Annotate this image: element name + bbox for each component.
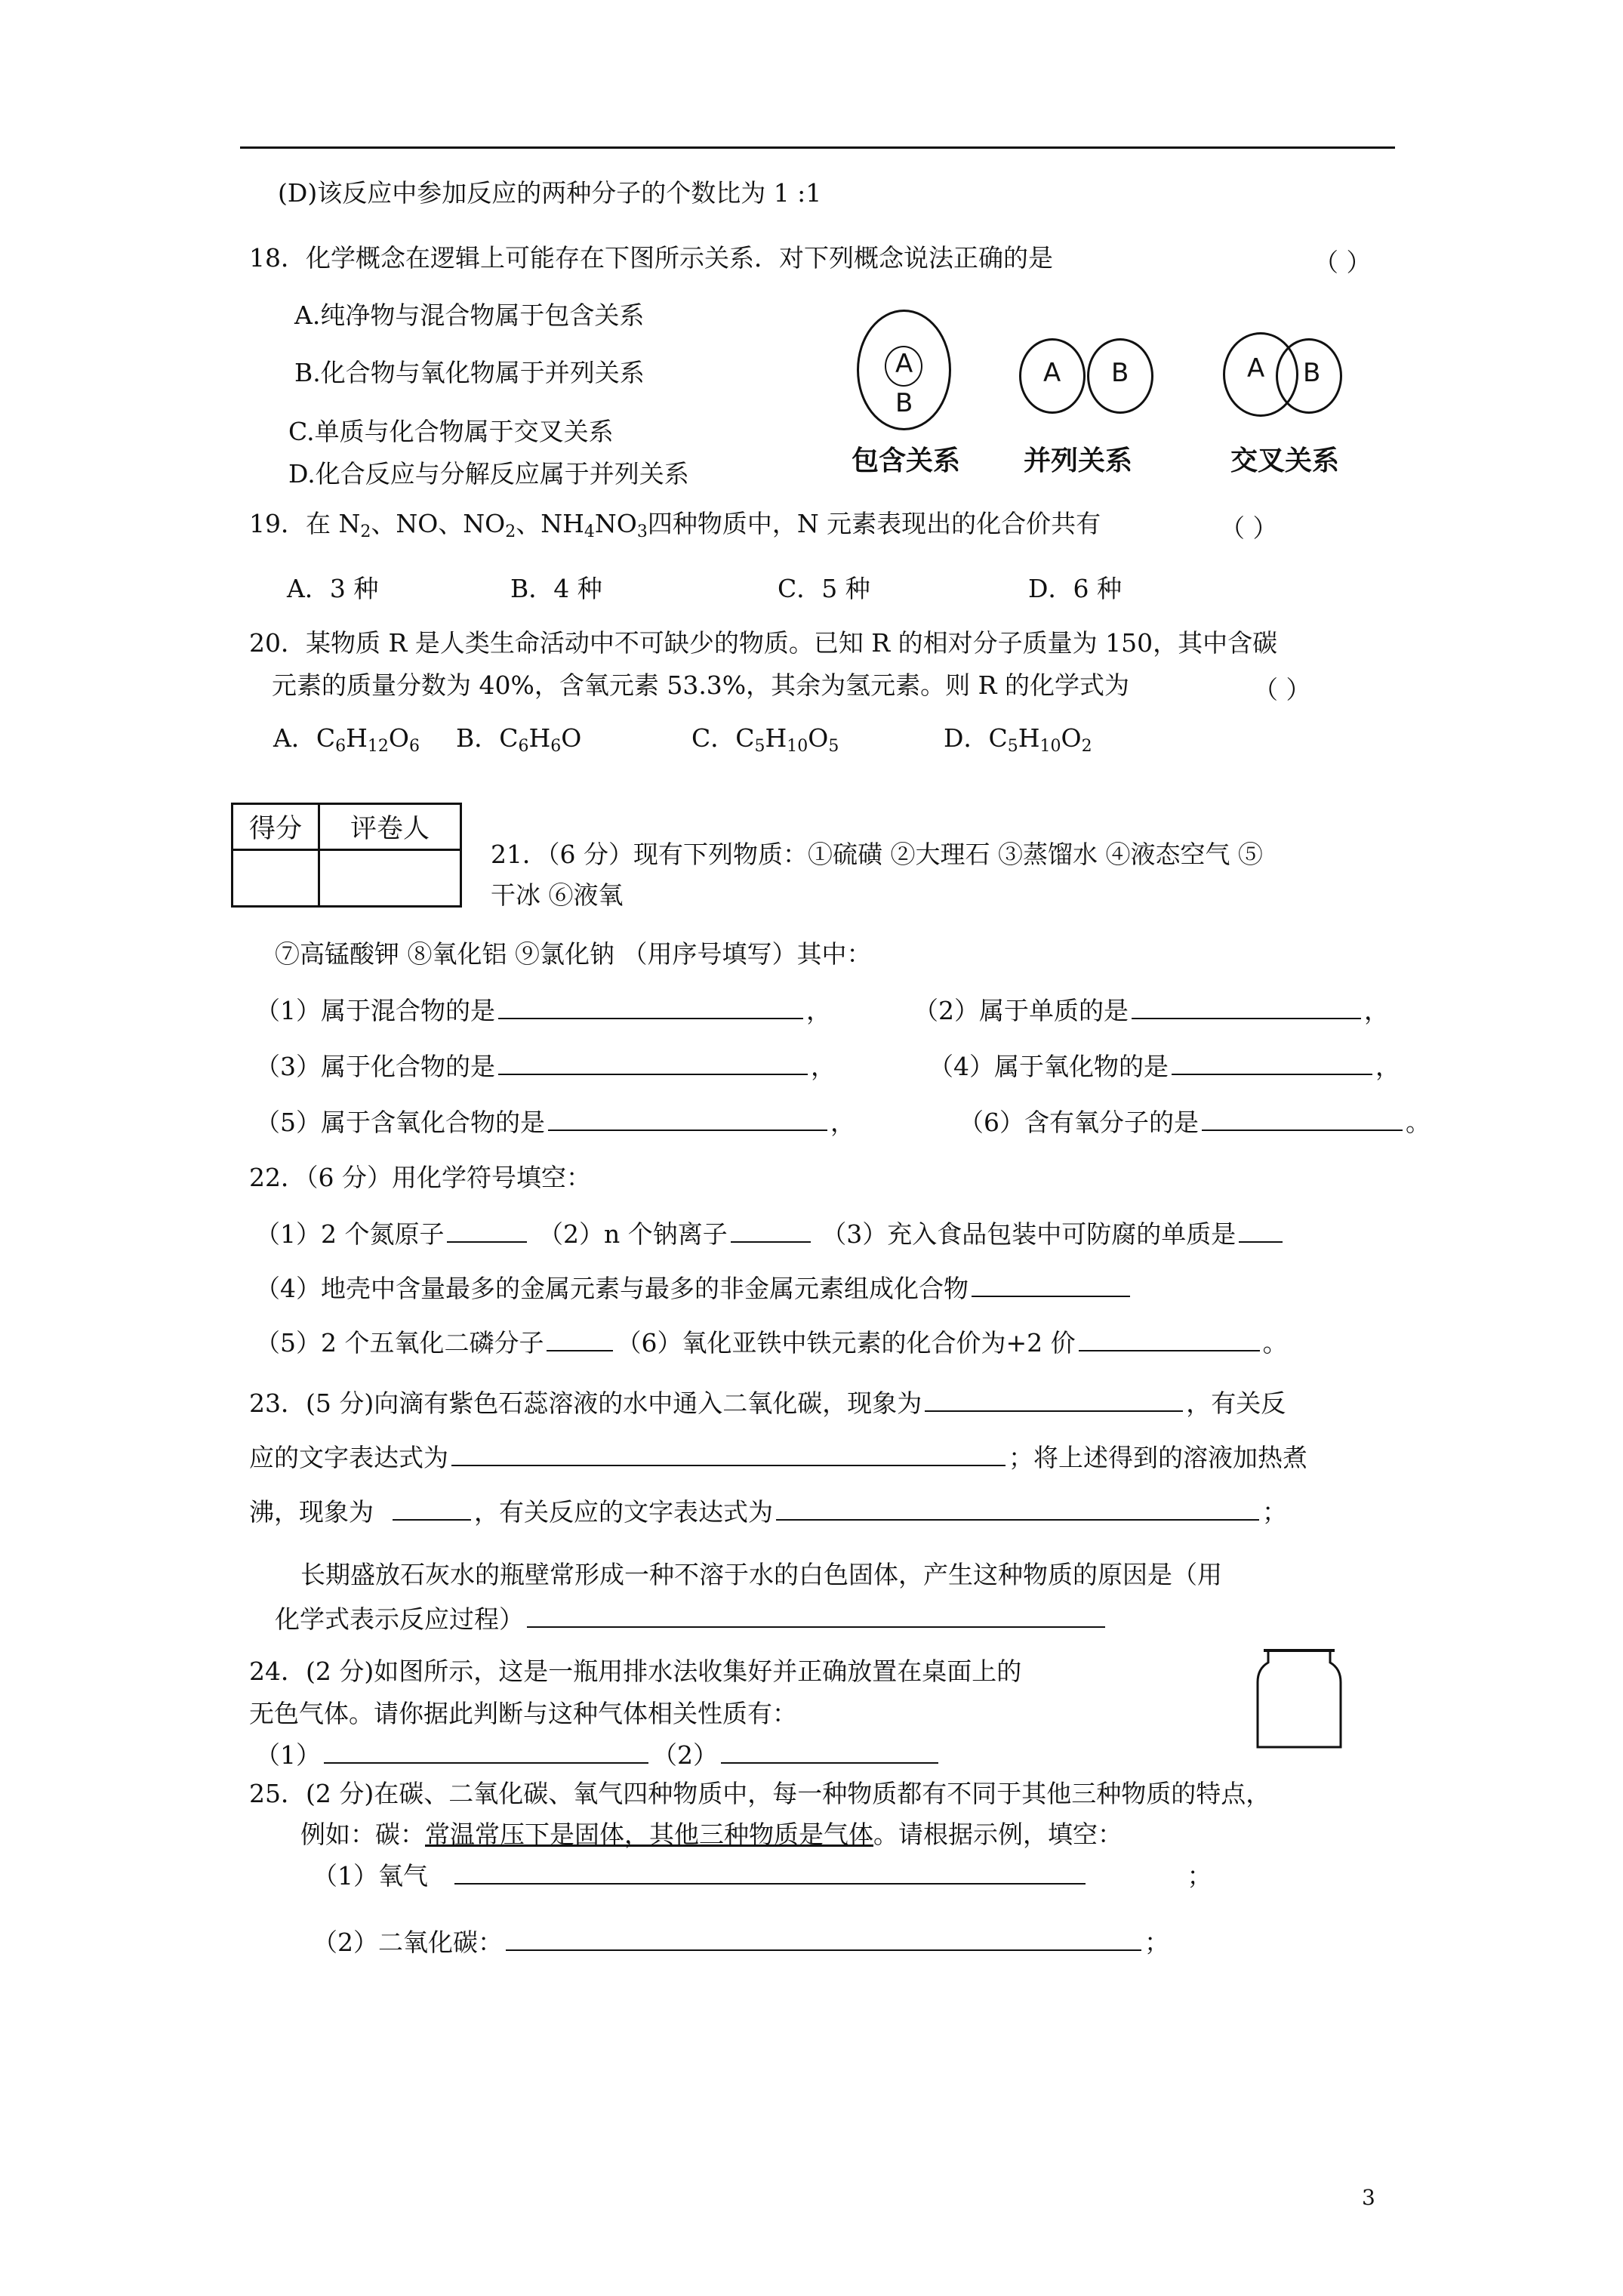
contain-label-a: A	[895, 349, 913, 379]
q22-blank-3[interactable]	[1239, 1219, 1283, 1243]
q22-line2: （4）地壳中含量最多的金属元素与最多的非金属元素组成化合物	[255, 1273, 1133, 1304]
reviewer-header: 评卷人	[319, 804, 461, 850]
score-cell[interactable]	[233, 850, 319, 907]
q25-part1: （1）氧气 ；	[313, 1861, 1212, 1891]
q19-answer-paren: （ ）	[1220, 513, 1278, 543]
q24-line2: 无色气体。请你据此判断与这种气体相关性质有：	[249, 1699, 797, 1728]
q22-blank-5[interactable]	[547, 1327, 613, 1351]
q19-stem: 19．在 $N_2$、NO、$NO_2$、$NH_4NO_3$四种物质中，N 元素表现出的化合价共有	[249, 509, 1101, 541]
q21-stem-line1: 21．（6 分）现有下列物质：①硫磺 ②大理石 ③蒸馏水 ④液态空气 ⑤	[491, 840, 1263, 869]
q22-line3: （5）2 个五氧化二磷分子 （6）氧化亚铁中铁元素的化合价为+2 价 。	[255, 1328, 1288, 1358]
q20-answer-paren: （ ）	[1253, 675, 1311, 704]
q21-blank-4[interactable]	[1172, 1051, 1372, 1075]
cross-label-b: B	[1303, 358, 1321, 388]
q18-option-c: C.单质与化合物属于交叉关系	[288, 417, 614, 446]
parallel-caption: 并列关系	[1024, 445, 1133, 476]
q24-blank-1[interactable]	[324, 1740, 648, 1764]
cross-caption: 交叉关系	[1230, 445, 1340, 476]
gas-bottle-icon	[1253, 1646, 1345, 1752]
q23-line2: 应的文字表达式为 ；将上述得到的溶液加热煮	[249, 1443, 1307, 1472]
cross-label-a: A	[1247, 353, 1265, 384]
q25-part2: （2）二氧化碳： ；	[313, 1928, 1169, 1957]
q23-blank-1[interactable]	[925, 1388, 1183, 1412]
q22-blank-2[interactable]	[731, 1219, 811, 1243]
q20-stem-line1: 20．某物质 R 是人类生命活动中不可缺少的物质。已知 R 的相对分子质量为 150，其中含碳	[249, 628, 1278, 658]
q22-blank-4[interactable]	[972, 1273, 1130, 1297]
q20-option-b: B．$C_6H_6O$	[456, 723, 582, 756]
q21-blank-5[interactable]	[548, 1107, 827, 1131]
q25-example-answer: 常温常压下是固体，其他三种物质是气体	[425, 1820, 873, 1849]
q21-blank-2[interactable]	[1132, 995, 1361, 1019]
q23-blank-5[interactable]	[527, 1604, 1105, 1628]
q19-option-b: B．4 种	[510, 574, 602, 603]
q24-part1: （1）	[255, 1740, 651, 1771]
q24-line1: 24．(2 分)如图所示，这是一瓶用排水法收集好并正确放置在桌面上的	[249, 1657, 1022, 1686]
q18-stem: 18．化学概念在逻辑上可能存在下图所示关系．对下列概念说法正确的是	[249, 243, 1053, 273]
q22-blank-6[interactable]	[1079, 1327, 1260, 1351]
q21-part5: （5）属于含氧化合物的是 ，	[255, 1108, 855, 1137]
q19-option-a: A．3 种	[287, 574, 379, 603]
q19-option-d: D．6 种	[1028, 574, 1122, 603]
q21-stem-line2: 干冰 ⑥液氧	[491, 880, 624, 910]
q23-line4: 长期盛放石灰水的瓶壁常形成一种不溶于水的白色固体，产生这种物质的原因是（用	[300, 1560, 1222, 1589]
q21-blank-1[interactable]	[498, 995, 803, 1019]
q20-option-a: A．$C_6H_{12}O_6$	[273, 723, 420, 756]
q21-part3: （3）属于化合物的是 ，	[255, 1052, 836, 1081]
q25-line1: 25．(2 分)在碳、二氧化碳、氧气四种物质中，每一种物质都有不同于其他三种物质的特点，	[249, 1779, 1271, 1808]
q22-blank-1[interactable]	[447, 1219, 527, 1243]
q25-blank-2[interactable]	[506, 1927, 1141, 1951]
contain-caption: 包含关系	[852, 445, 961, 476]
page-number: 3	[1362, 2185, 1375, 2210]
q21-blank-3[interactable]	[498, 1051, 808, 1075]
q21-part2: （2）属于单质的是 ，	[913, 996, 1389, 1025]
q23-blank-4[interactable]	[776, 1496, 1259, 1521]
parallel-label-b: B	[1111, 358, 1129, 388]
q22-line1: （1）2 个氮原子 （2）n 个钠离子 （3）充入食品包装中可防腐的单质是	[255, 1219, 1286, 1250]
q23-blank-2[interactable]	[451, 1442, 1006, 1466]
q22-stem: 22．（6 分）用化学符号填空：	[249, 1163, 591, 1192]
score-header: 得分	[233, 804, 319, 850]
q21-part6: （6）含有氧分子的是 。	[959, 1108, 1431, 1137]
q24-part2: （2）	[652, 1740, 941, 1771]
q21-part1: （1）属于混合物的是 ，	[255, 996, 831, 1025]
q25-line2: 例如：碳：常温常压下是固体，其他三种物质是气体。请根据示例，填空：	[300, 1820, 1123, 1849]
q21-stem-line3: ⑦高锰酸钾 ⑧氧化铝 ⑨氯化钠 （用序号填写）其中：	[275, 939, 872, 969]
q21-part4: （4）属于氧化物的是 ，	[929, 1052, 1400, 1081]
q18-option-b: B.化合物与氧化物属于并列关系	[294, 358, 645, 387]
q23-line1: 23．(5 分)向滴有紫色石蕊溶液的水中通入二氧化碳，现象为 ，有关反	[249, 1388, 1286, 1418]
q23-line5: 化学式表示反应过程）	[275, 1604, 1108, 1635]
reviewer-cell[interactable]	[319, 850, 461, 907]
q18-answer-paren: （ ）	[1313, 248, 1372, 277]
parallel-label-a: A	[1043, 358, 1061, 388]
q23-blank-3[interactable]	[393, 1496, 471, 1521]
q18-option-d: D.化合反应与分解反应属于并列关系	[288, 459, 689, 488]
q21-blank-6[interactable]	[1202, 1107, 1403, 1131]
q24-blank-2[interactable]	[721, 1740, 938, 1764]
score-table	[231, 803, 462, 908]
q23-line3: 沸，现象为 ，有关反应的文字表达式为 ；	[249, 1497, 1287, 1527]
q19-option-c: C．5 种	[778, 574, 870, 603]
q18-option-a: A.纯净物与混合物属于包含关系	[294, 300, 645, 330]
q20-stem-line2: 元素的质量分数为 40%，含氧元素 53.3%，其余为氢元素。则 R 的化学式为	[272, 670, 1129, 700]
q20-option-d: D．$C_5H_{10}O_2$	[944, 723, 1092, 756]
contain-label-b: B	[895, 388, 913, 418]
q17-option-d: (D)该反应中参加反应的两种分子的个数比为 1 :1	[278, 178, 822, 208]
q25-blank-1[interactable]	[454, 1860, 1086, 1885]
header-rule	[240, 146, 1395, 149]
q20-option-c: C．$C_5H_{10}O_5$	[691, 723, 839, 756]
